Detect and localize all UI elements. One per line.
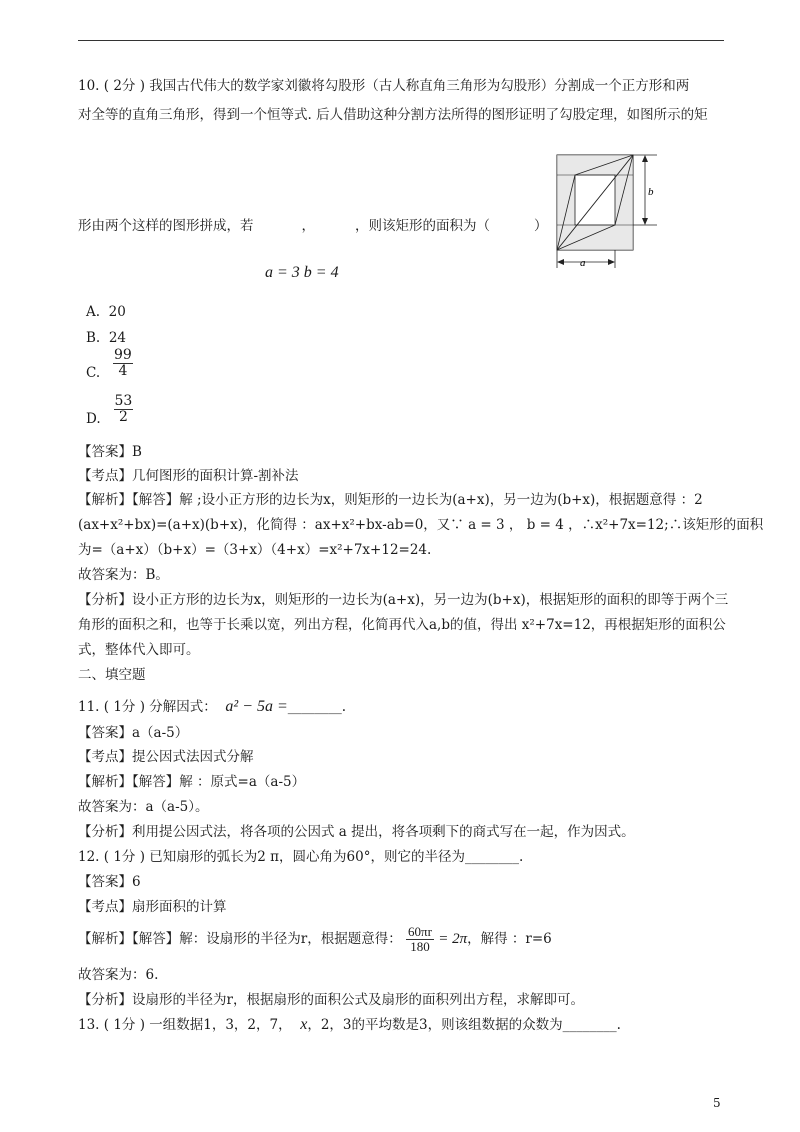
q13-stem: 13. ( 1分 ) 一组数据1，3，2，7， x，2，3的平均数是3，则该组数据的众数为________. [78, 1016, 621, 1033]
q12-answer: 【答案】6 [78, 874, 141, 890]
q10-figure [555, 150, 665, 270]
option-c-fraction: $\frac{99}{4}$ [114, 347, 132, 379]
q10-conclusion: 故答案为：B。 [78, 567, 169, 583]
q12-kaodian: 【考点】扇形面积的计算 [78, 899, 227, 915]
option-c: C. $\frac{99}{4}$ [86, 347, 132, 381]
q10-jiexi-3: 为=（a+x）（b+x）=（3+x）（4+x）=x²+7x+12=24. [78, 542, 432, 558]
q12-stem: 12. ( 1分 ) 已知扇形的弧长为2 π，圆心角为60°，则它的半径为________. [78, 849, 524, 865]
option-d: D. $\frac{53}{2}$ [86, 393, 133, 427]
q11-kaodian: 【考点】提公因式法因式分解 [78, 749, 254, 765]
q12-jiexi: 【解析】【解答】解：设扇形的半径为r，根据题意得： $\frac{60\pi r}{180} = 2\pi$，解得 ：r=6 [78, 924, 552, 954]
q10-condition: a = 3 b = 4 [265, 264, 339, 281]
q11-conclusion: 故答案为：a（a-5）。 [78, 799, 209, 815]
q11-jiexi: 【解析】【解答】解 ：原式=a（a-5） [78, 774, 306, 790]
q10-fenxi-1: 【分析】设小正方形的边长为x，则矩形的一边长为(a+x)，另一边为(b+x)，根据矩形的面积的即等于两个三 [78, 592, 729, 608]
q10-jiexi-2: (ax+x²+bx)=(a+x)(b+x)，化简得 ：ax+x²+bx-ab=0，又∵ a = 3 ， b = 4 ，∴x²+7x=12;∴该矩形的面积 [78, 517, 764, 533]
header-rule [78, 40, 724, 41]
q11-fenxi: 【分析】利用提公因式法，将各项的公因式 a 提出，将各项剩下的商式写在一起，作为因式。 [78, 824, 635, 840]
option-d-fraction: $\frac{53}{2}$ [114, 393, 133, 425]
fig-label-a: a [580, 257, 586, 269]
section-heading: 二、填空题 [78, 667, 146, 683]
q10-jiexi-1: 【解析】【解答】解 ;设小正方形的边长为x，则矩形的一边长为(a+x)，另一边为(b+x)，根据题意得 ：2 [78, 492, 703, 508]
q10-fenxi-3: 式，整体代入即可。 [78, 642, 200, 658]
q10-kaodian: 【考点】几何图形的面积计算-割补法 [78, 468, 299, 484]
option-b: B. 24 [86, 330, 126, 346]
q12-fenxi: 【分析】设扇形的半径为r，根据扇形的面积公式及扇形的面积列出方程，求解即可。 [78, 992, 584, 1008]
q12-conclusion: 故答案为：6. [78, 967, 159, 983]
page-number: 5 [713, 1096, 721, 1110]
q11-answer: 【答案】a（a-5） [78, 725, 189, 741]
q10-line2: 对全等的直角三角形，得到一个恒等式. 后人借助这种分割方法所得的图形证明了勾股定理，如图所示的矩 [78, 107, 708, 123]
q10-line1: 10. ( 2分 ) 我国古代伟大的数学家刘徽将勾股形（古人称直角三角形为勾股形）分割成一个正方形和两 [78, 78, 690, 94]
q10-answer: 【答案】B [78, 444, 142, 460]
fig-label-b: b [648, 186, 654, 198]
q10-fenxi-2: 角形的面积之和，也等于长乘以宽，列出方程，化简再代入a,b的值，得出 x²+7x=12，再根据矩形的面积公 [78, 617, 726, 633]
option-a: A. 20 [86, 304, 126, 320]
q12-fraction: $\frac{60\pi r}{180}$ [408, 924, 432, 954]
q11-stem: 11. ( 1分 ) 分解因式： a² − 5a =________. [78, 698, 347, 715]
q10-line3: 形由两个这样的图形拼成，若 ， ，则该矩形的面积为（ ） [78, 218, 548, 234]
